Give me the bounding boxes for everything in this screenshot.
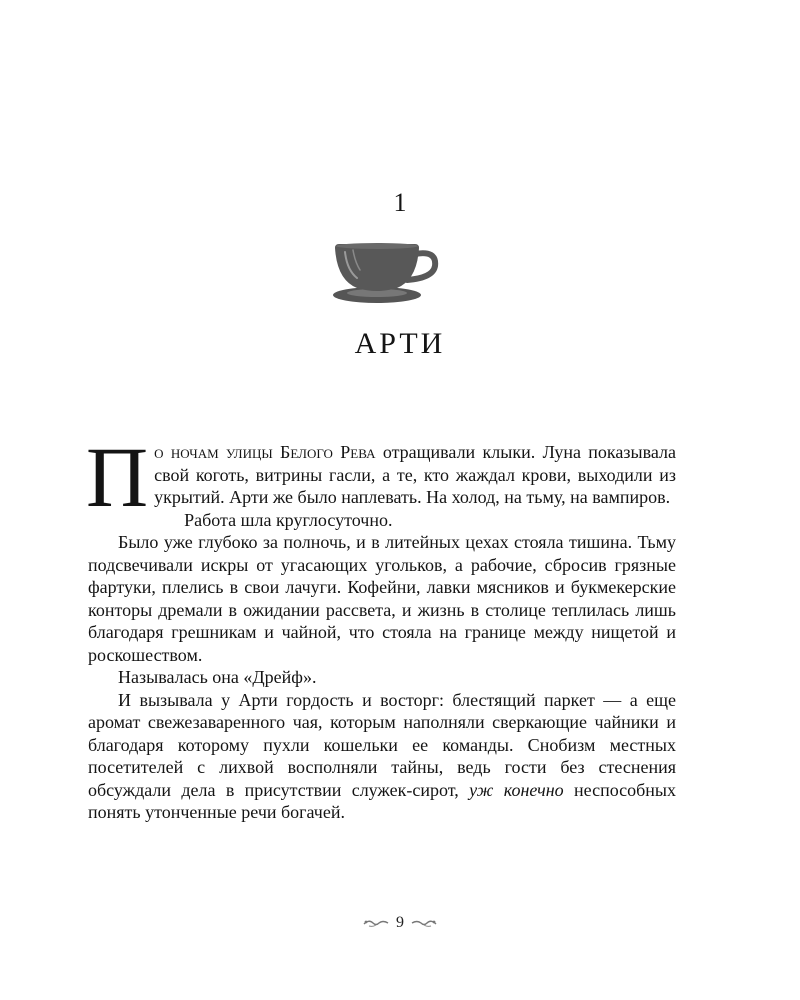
paragraph: Работа шла круглосуточно. <box>184 509 393 530</box>
flourish-right-icon <box>411 918 437 928</box>
paragraph: Называлась она «Дрейф». <box>118 667 317 687</box>
italic-phrase: уж конечно <box>469 779 564 800</box>
last-paragraph-tail: неспособных понять утонченные речи богачей. <box>88 779 677 822</box>
last-paragraph-text: И вызывала у Арти гордость и восторг: блестящий паркет — а еще аромат свежезаваренного чая, которым наполняли сверкающие чайники и благодаря которому пухли кошельки ее команды. Снобизм местных посетителей с лихвой восполняли тайны, ведь гости без стеснения обсуждали дела в присутствии служек-сирот, <box>88 689 676 800</box>
body-text <box>86 429 677 824</box>
teacup-icon <box>327 240 439 306</box>
flourish-left-icon <box>363 918 389 928</box>
chapter-number: 1 <box>393 188 407 217</box>
last-paragraph <box>88 689 676 824</box>
chapter-title: АРТИ <box>354 327 446 360</box>
page-folio <box>0 913 800 933</box>
page-number: 9 <box>396 914 404 932</box>
drop-cap: П <box>86 429 149 525</box>
smallcaps-lead: о ночам улицы Белого Рева <box>154 442 376 462</box>
paragraph: Было уже глубоко за полночь, и в литейных цехах стояла тишина. Тьму подсвечивали искры от угасающих угольков, а рабочие, сбросив грязные фартуки, плелись в свои лачуги. Кофейни, лавки мясников и букмекерские конторы дремали в ожидании рассвета, и жизнь в столице теплилась лишь благодаря грешникам и чайной, что стояла на границе между нищетой и роскошеством. <box>88 532 676 665</box>
first-paragraph-text: отращивали клыки. Луна показывала свой коготь, витрины гасли, а те, кто жаждал крови, выходили из укрытий. Арти же было наплевать. На холод, на тьму, на вампиров. <box>154 442 676 507</box>
